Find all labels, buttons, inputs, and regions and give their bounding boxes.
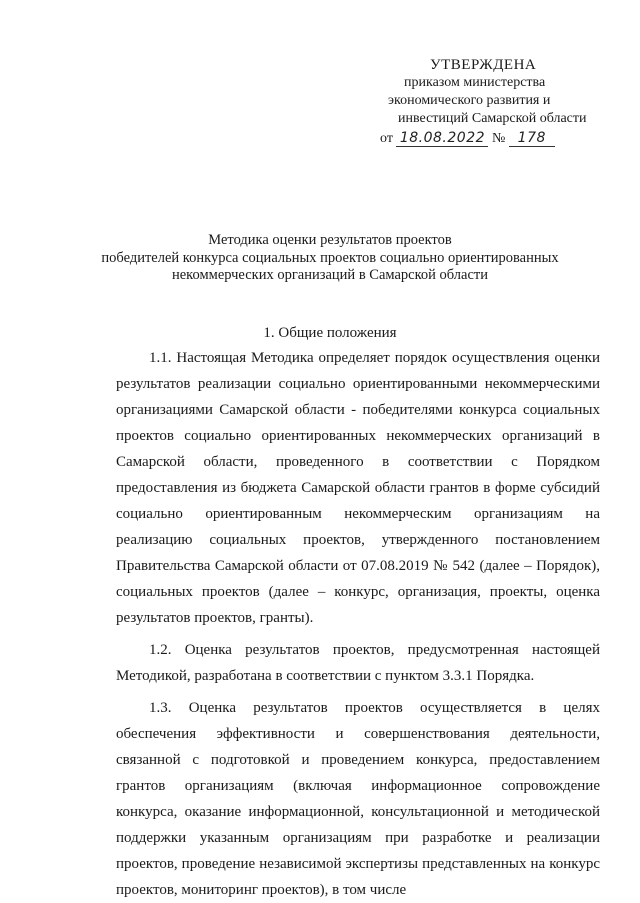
- paragraph-1-3: 1.3. Оценка результатов проектов осуществляется в целях обеспечения эффективности и совершенствования деятельности, связанной с подготовкой и проведением конкурса, предоставлением грантов организациям (включая информационное сопровождение конкурса, оказание информационной, консультационной и методической поддержки указанным организациям при разработке и реализации проектов, проведение независимой экспертизы представленных на конкурс проектов, мониторинг проектов), в том числе: [116, 700, 600, 898]
- approval-line-2: экономического развития и: [388, 93, 551, 108]
- section-heading: 1. Общие положения: [263, 325, 397, 341]
- approval-line-1: приказом министерства: [404, 75, 546, 90]
- paragraph-1-1: 1.1. Настоящая Методика определяет порядок осуществления оценки результатов реализации социально ориентированными некоммерческими организациями Самарской области - победителями конкурса социальных проектов социально ориентированных некоммерческих организаций в Самарской области, проведенного в соответствии с Порядком предоставления из бюджета Самарской области грантов в форме субсидий социально ориентированным некоммерческим организациям на реализацию социальных проектов, утвержденного постановлением Правительства Самарской области от 07.08.2019 № 542 (далее – Порядок), социальных проектов (далее – конкурс, организация, проекты, оценка результатов проектов, гранты).: [116, 350, 600, 626]
- body-text: [116, 345, 600, 903]
- paragraph-1-2: 1.2. Оценка результатов проектов, предусмотренная настоящей Методикой, разработана в соответствии с пунктом 3.3.1 Порядка.: [116, 642, 600, 684]
- approval-line-3: инвестиций Самарской области: [398, 111, 587, 126]
- approval-date-prefix: от: [380, 131, 393, 146]
- approval-title: УТВЕРЖДЕНА: [430, 57, 537, 73]
- approval-stamp-block: [380, 56, 620, 148]
- approval-date-value: 18.08.2022: [396, 131, 488, 147]
- approval-date-line: [380, 130, 620, 148]
- document-title-line-2: победителей конкурса социальных проектов социально ориентированных: [101, 249, 559, 266]
- approval-number-value: 178: [509, 131, 555, 147]
- document-title-line-3: некоммерческих организаций в Самарской области: [171, 267, 489, 283]
- document-title-line-1: Методика оценки результатов проектов: [208, 232, 452, 248]
- approval-number-prefix: №: [491, 131, 506, 146]
- document-title: [60, 232, 600, 285]
